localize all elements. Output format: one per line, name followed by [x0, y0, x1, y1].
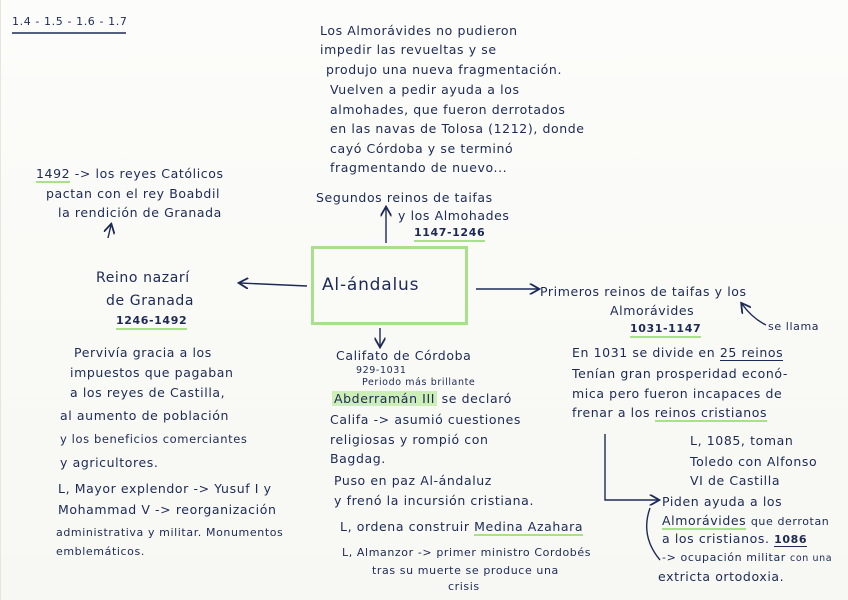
nasrid-title-2: de Granada	[106, 293, 195, 309]
nasrid-detail: al aumento de población	[60, 408, 229, 423]
nasrid-detail: Pervivía gracia a los	[74, 345, 212, 360]
caliphate-abd-line	[332, 391, 512, 407]
toledo-line-3: VI de Castilla	[690, 473, 781, 488]
nasrid-detail: a los reyes de Castilla,	[70, 385, 226, 400]
help-text-3: a los cristianos.	[662, 531, 770, 546]
note-line: Vuelven a pedir ayuda a los	[330, 82, 520, 97]
almanzor-line-2: tras su muerte se produce una	[372, 564, 559, 577]
year-1086: 1086	[774, 533, 808, 546]
nasrid-splendor-4: emblemáticos.	[56, 545, 145, 558]
occupation-text: -> ocupación militar	[662, 551, 786, 564]
taifas-line-3	[572, 405, 767, 421]
second-taifas-subtitle: y los Almohades	[398, 208, 510, 223]
medina-line	[340, 519, 583, 535]
toledo-line-2: Toledo con Alfonso	[690, 454, 818, 469]
note-line: fragmentando de nuevo...	[330, 160, 508, 175]
note-line: impedir las revueltas y se	[320, 42, 497, 57]
note-line: almohades, que fueron derrotados	[330, 102, 566, 117]
central-title: Al-ándalus	[322, 275, 420, 295]
first-taifas-dates: 1031-1147	[630, 322, 701, 338]
nasrid-detail: y los beneficios comerciantes	[60, 432, 248, 446]
granada-fall-text: -> los reyes Católicos	[74, 166, 224, 181]
nasrid-splendor-3: administrativa y militar. Monumentos	[56, 526, 284, 539]
note-line: Los Almorávides no pudieron	[320, 23, 518, 38]
orthodoxy-line: extricta ortodoxia.	[658, 569, 785, 584]
caliphate-title: Califato de Córdoba	[336, 348, 472, 363]
second-taifas-title: Segundos reinos de taifas	[316, 190, 493, 205]
help-line-2	[662, 513, 829, 529]
nasrid-splendor-2: Mohammad V -> reorganización	[58, 502, 277, 517]
taifas-line: mica pero fueron incapaces de	[572, 386, 783, 401]
toledo-line-1: L, 1085, toman	[690, 433, 794, 448]
caliphate-subtitle: Periodo más brillante	[362, 377, 476, 388]
help-text: que derrotan	[750, 515, 830, 528]
division-kingdoms: 25 reinos	[719, 345, 784, 360]
granada-fall-line3: la rendición de Granada	[58, 205, 222, 220]
granada-fall-line2: pactan con el rey Boabdil	[46, 186, 221, 201]
help-line-1: Piden ayuda a los	[662, 494, 783, 509]
occupation-tail: con una	[790, 553, 833, 564]
year-1492: 1492	[36, 166, 71, 181]
division-line	[572, 345, 783, 361]
caliphate-line: religiosas y rompió con	[330, 432, 489, 447]
first-taifas-title: Primeros reinos de taifas y los	[540, 284, 747, 299]
caliphate-line: Califa -> asumió cuestiones	[330, 412, 522, 427]
note-line: produjo una nueva fragmentación.	[326, 62, 563, 77]
nasrid-detail: y agricultores.	[60, 455, 159, 470]
almoravides-highlight: Almorávides	[662, 513, 747, 528]
second-taifas-dates: 1147-1246	[414, 226, 485, 242]
caliphate-line: Puso en paz Al-ándaluz	[334, 473, 492, 488]
taifas-line: frenar a los	[572, 405, 651, 420]
almanzor-line-3: crisis	[448, 580, 480, 593]
almanzor-line-1: L, Almanzor -> primer ministro Cordobés	[342, 546, 592, 559]
help-line-3	[662, 531, 807, 547]
nasrid-dates: 1246-1492	[116, 314, 187, 330]
nasrid-title: Reino nazarí	[96, 270, 190, 286]
granada-fall-line1	[36, 166, 224, 182]
medina-prefix: L, ordena construir	[340, 519, 470, 534]
nasrid-detail: impuestos que pagaban	[70, 365, 234, 380]
note-line: en las navas de Tolosa (1212), donde	[330, 121, 585, 136]
taifas-line: Tenían gran prosperidad econó-	[572, 366, 789, 381]
first-taifas-subtitle: Almorávides	[610, 303, 695, 318]
nasrid-splendor-1: L, Mayor explendor -> Yusuf I y	[58, 481, 272, 496]
medina-azahara: Medina Azahara	[474, 519, 584, 534]
caliphate-line: y frenó la incursión cristiana.	[334, 493, 535, 508]
called-note: se llama	[768, 320, 820, 333]
section-numbers: 1.4 - 1.5 - 1.6 - 1.7	[12, 15, 128, 28]
abderraman-highlight: Abderramán III	[334, 391, 436, 406]
division-prefix: En 1031 se divide en	[572, 345, 716, 360]
occupation-line	[662, 551, 832, 565]
caliphate-line: se declaró	[441, 391, 512, 406]
christian-kingdoms: reinos cristianos	[654, 405, 768, 420]
caliphate-dates: 929-1031	[356, 365, 407, 376]
caliphate-line: Bagdag.	[330, 451, 386, 466]
note-line: cayó Córdoba y se terminó	[330, 141, 514, 156]
